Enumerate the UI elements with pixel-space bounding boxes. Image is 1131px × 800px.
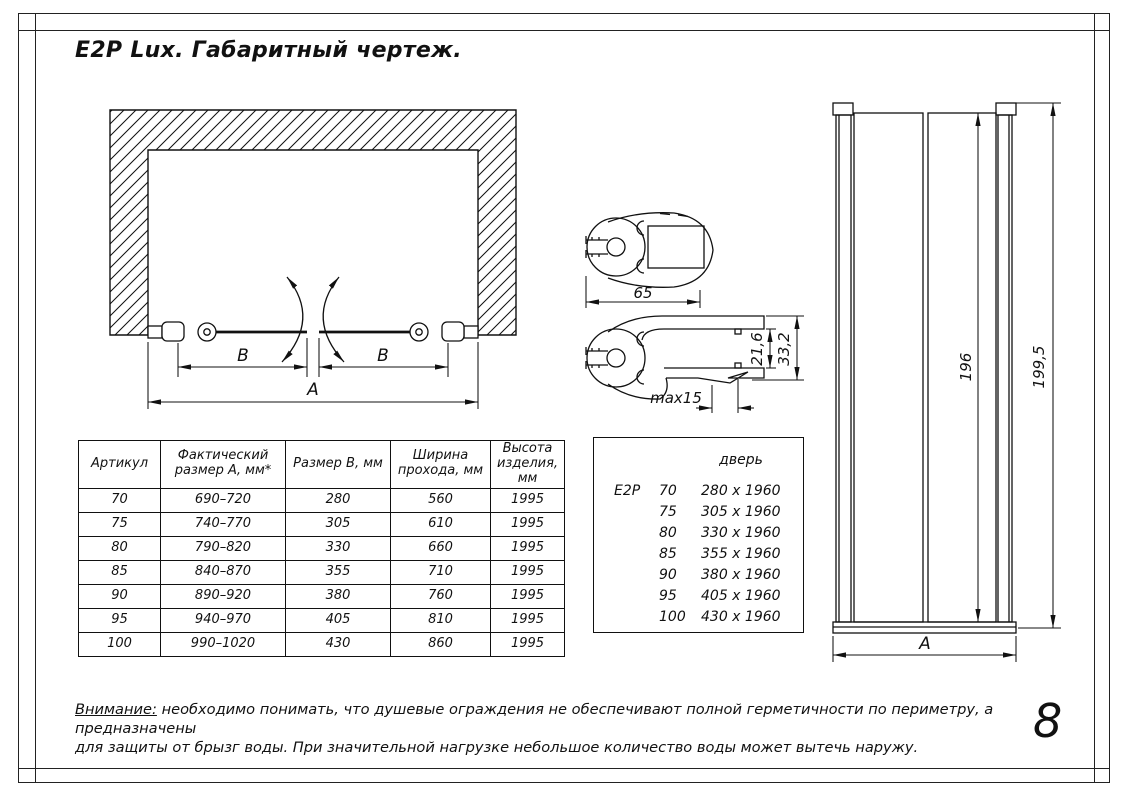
dim-label-65: 65 [633, 284, 653, 302]
cell: 1995 [491, 488, 565, 512]
warning-label: Внимание: [75, 701, 157, 718]
door-dims: 380 x 1960 [701, 566, 781, 583]
frame-line-left [35, 13, 36, 783]
cell: 840–870 [161, 560, 286, 584]
table-row [79, 536, 565, 560]
cell: 1995 [491, 584, 565, 608]
dim-label-21-6: 21,6 [748, 332, 766, 366]
door-box-header: дверь [719, 452, 763, 468]
cell: 1995 [491, 608, 565, 632]
cell: 860 [391, 632, 491, 656]
front-view-panels [833, 103, 1016, 633]
door-size: 70 [659, 482, 677, 499]
door-dims: 355 x 1960 [701, 545, 781, 562]
cell: 690–720 [161, 488, 286, 512]
dimension-height-lines [978, 103, 1061, 628]
cell: 280 [286, 488, 391, 512]
list-item [594, 522, 803, 543]
cell: 1995 [491, 632, 565, 656]
cell: 760 [391, 584, 491, 608]
cell: 740–770 [161, 512, 286, 536]
cell: 380 [286, 584, 391, 608]
dim-label-b-left: B [237, 346, 249, 366]
door-size: 75 [659, 503, 677, 520]
dim-label-196: 196 [957, 352, 975, 382]
dim-label-b-right: B [377, 346, 389, 366]
list-item [594, 585, 803, 606]
col-header-size-a: Фактический размер А, мм* [161, 441, 286, 489]
door-size: 85 [659, 545, 677, 562]
frame-line-top [18, 30, 1110, 31]
door-dims: 305 x 1960 [701, 503, 781, 520]
warning-text-1: необходимо понимать, что душевые ограждения не обеспечивают полной герметичности по периметру, а предназначены [75, 701, 994, 737]
page-number: 8 [1033, 694, 1063, 748]
cell: 790–820 [161, 536, 286, 560]
frame-line-right [1094, 13, 1095, 783]
warning-text-2: для защиты от брызг воды. При значительной нагрузке небольшое количество воды может вытечь наружу. [75, 738, 919, 756]
cell: 1995 [491, 512, 565, 536]
dimension-max15-lines [696, 379, 754, 413]
cell: 90 [79, 584, 161, 608]
door-size: 90 [659, 566, 677, 583]
col-header-height: Высота изделия, мм [491, 441, 565, 489]
wall-door-profile-section [586, 316, 764, 399]
door-size: 95 [659, 587, 677, 604]
hinge-right [410, 322, 478, 341]
model-label: E2P [614, 482, 641, 499]
dimension-b-lines [178, 338, 448, 377]
door-dims: 330 x 1960 [701, 524, 781, 541]
table-row [79, 584, 565, 608]
warning-note [75, 701, 1020, 758]
wall-hatch [110, 110, 516, 335]
cell: 940–970 [161, 608, 286, 632]
cell: 100 [79, 632, 161, 656]
cell: 1995 [491, 560, 565, 584]
cell: 75 [79, 512, 161, 536]
dim-label-front-a: A [919, 634, 931, 654]
cell: 990–1020 [161, 632, 286, 656]
size-table [78, 440, 565, 657]
table-row [79, 632, 565, 656]
table-row [79, 512, 565, 536]
cell: 80 [79, 536, 161, 560]
cell: 305 [286, 512, 391, 536]
dim-label-a: A [307, 380, 319, 400]
cell: 330 [286, 536, 391, 560]
cell: 710 [391, 560, 491, 584]
dim-label-max15: max15 [650, 389, 702, 407]
door-dims: 430 x 1960 [701, 608, 781, 625]
table-row [79, 560, 565, 584]
table-row [79, 608, 565, 632]
dim-label-199-5: 199,5 [1030, 345, 1048, 389]
profile-section-bottom [578, 312, 828, 427]
cell: 890–920 [161, 584, 286, 608]
front-view-drawing [825, 95, 1070, 670]
swing-arc-right [323, 277, 344, 362]
wall-profile-section [586, 213, 713, 288]
hinge-left [148, 322, 216, 341]
dim-label-33-2: 33,2 [775, 332, 793, 366]
list-item [594, 501, 803, 522]
cell: 70 [79, 488, 161, 512]
col-header-article: Артикул [79, 441, 161, 489]
swing-arc-left [282, 277, 303, 362]
cell: 610 [391, 512, 491, 536]
cell: 660 [391, 536, 491, 560]
col-header-pass: Ширина прохода, мм [391, 441, 491, 489]
cell: 560 [391, 488, 491, 512]
cell: 85 [79, 560, 161, 584]
door-size: 80 [659, 524, 677, 541]
door-dims: 280 x 1960 [701, 482, 781, 499]
col-header-size-b: Размер В, мм [286, 441, 391, 489]
cell: 1995 [491, 536, 565, 560]
frame-line-bottom [18, 768, 1110, 769]
cell: 95 [79, 608, 161, 632]
list-item [594, 480, 803, 501]
plan-view-drawing [105, 105, 517, 415]
page-title: E2P Lux. Габаритный чертеж. [75, 38, 462, 63]
cell: 405 [286, 608, 391, 632]
cell: 810 [391, 608, 491, 632]
list-item [594, 543, 803, 564]
door-dims: 405 x 1960 [701, 587, 781, 604]
cell: 430 [286, 632, 391, 656]
list-item [594, 564, 803, 585]
door-size-box [593, 437, 804, 633]
profile-section-top [578, 200, 723, 312]
list-item [594, 606, 803, 627]
table-row [79, 488, 565, 512]
door-size: 100 [659, 608, 686, 625]
size-table-header-row [79, 441, 565, 489]
cell: 355 [286, 560, 391, 584]
